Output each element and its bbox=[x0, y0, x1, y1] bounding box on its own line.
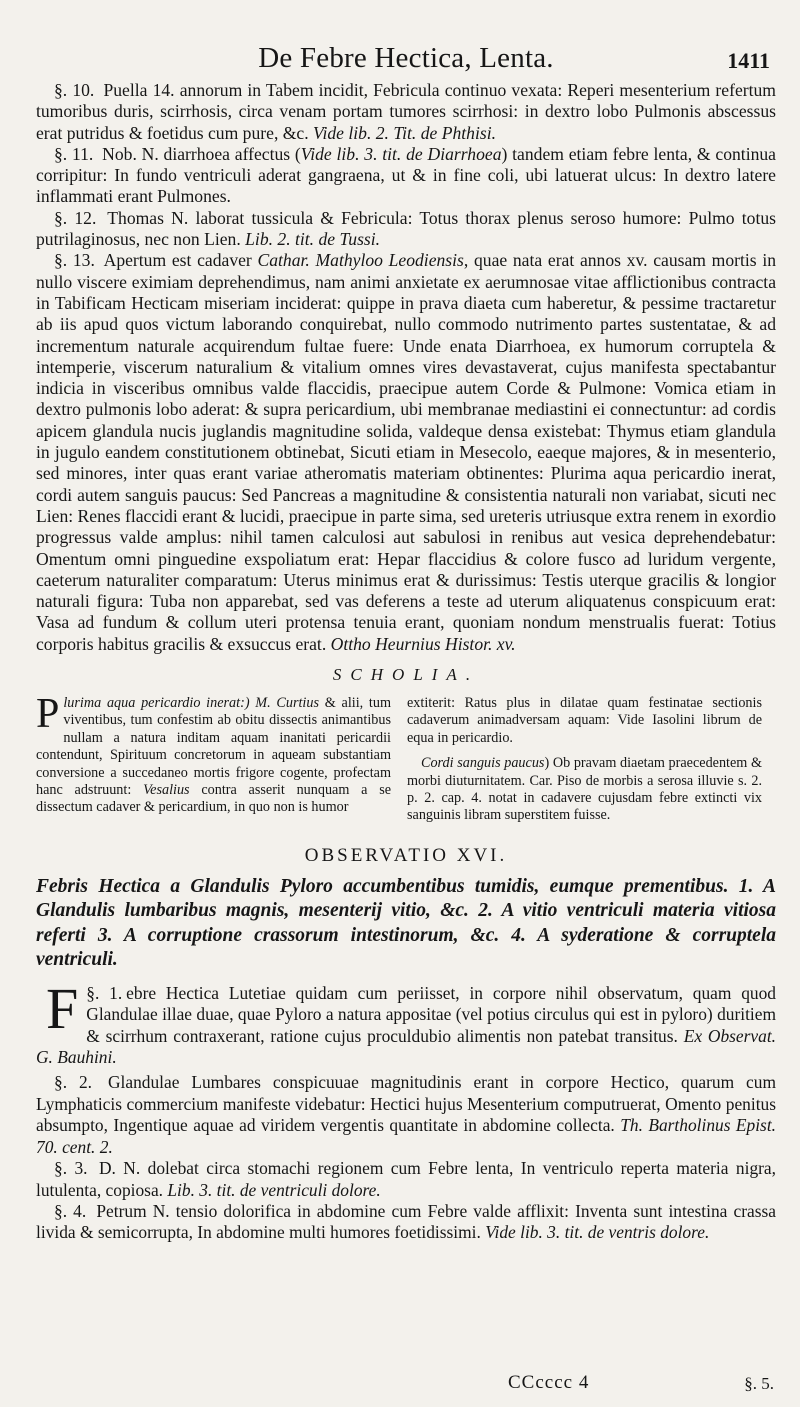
section-number: §. 3. bbox=[54, 1158, 88, 1179]
scholia-column-right bbox=[407, 695, 762, 825]
paragraph-text: D. N. dolebat circa stomachi regionem cum Febre lenta, In ventriculo reperta materia nigra, lutulenta, copiosa. bbox=[36, 1158, 776, 1200]
section-number: §. 1. bbox=[86, 982, 123, 1003]
observation-heading: Febris Hectica a Glandulis Pyloro accumbentibus tumidis, eumque prementibus. 1. A Glandulis lumbaribus magnis, mesenterij vitio, &c. 2. A vitio ventriculi materia vitiosa referti 3. A corruptione crassorum intestinorum, &c. 4. A syderatione & corruptela ventriculi. bbox=[36, 875, 776, 971]
paragraph-text: Puella 14. annorum in Tabem incidit, Febricula continuo vexata: Reperi mesenterium refertum tumoribus duris, scirrhosis, circa venam portam tumores scirrhosi: in dextro lobo Pulmonis abscessus erat putridus & foetidus cum pure, &c. bbox=[36, 80, 776, 143]
cross-reference: Lib. 2. tit. de Tussi. bbox=[245, 229, 381, 250]
section-number: §. 13. bbox=[54, 250, 95, 271]
catchword: §. 5. bbox=[744, 1374, 774, 1393]
observation-title: OBSERVATIO XVI. bbox=[304, 844, 508, 866]
cross-reference: Vide lib. 3. tit. de ventris dolore. bbox=[485, 1222, 710, 1243]
section-number: §. 10. bbox=[54, 80, 95, 100]
paragraph-11 bbox=[36, 144, 776, 208]
drop-cap: F bbox=[46, 975, 79, 1041]
paragraph-10 bbox=[36, 80, 776, 144]
observation-paragraph-1 bbox=[36, 975, 776, 1069]
scholia-text: extiterit: Ratus plus in dilatae quam festinatae sectionis cadaverum animadversam aquam: Vide Iasolini librum de equa in pericardio. bbox=[407, 695, 762, 746]
section-number: §. 2. bbox=[54, 1072, 93, 1093]
cross-reference: Lib. 3. tit. de ventriculi dolore. bbox=[167, 1179, 381, 1200]
source-citation: Ottho Heurnius Histor. xv. bbox=[330, 633, 516, 654]
scholia-text: & alii, tum viventibus, tum confestim ab obitu dissectis animantibus nullam a natura inditam aquam inanitati pericardii contendunt, Spirituum concretorum in aqueam substantiam conversione a succedaneo mortis frigore cogente, profectam hanc adstruunt: bbox=[36, 695, 392, 799]
section-number: §. 4. bbox=[54, 1200, 87, 1221]
observation-paragraph-4 bbox=[36, 1201, 776, 1244]
paragraph-text: Petrum N. tensio dolorifica in abdomine cum Febre valde afflixit: Inventa sunt intestina crassa livida & semicorrupta, In abdomine multi humores foetidissimi. bbox=[36, 1200, 776, 1243]
observation-paragraph-3 bbox=[36, 1158, 776, 1201]
scholia-text-continued: contra asserit nunquam a se dissectum cadaver & pericardium, in quo non is humor bbox=[36, 782, 392, 816]
scholia-heading: SCHOLIA. bbox=[332, 665, 480, 685]
cross-reference: Cathar. Mathyloo Leodiensis bbox=[257, 250, 464, 271]
running-head bbox=[36, 42, 776, 80]
section-number: §. 11. bbox=[54, 143, 94, 164]
scholia-reference: Vesalius bbox=[143, 782, 190, 799]
page-number: 1411 bbox=[727, 48, 770, 73]
paragraph-text-continued: , quae nata erat annos xv. causam mortis in nullo viscere eximiam deprehendimus, nam animi anxietate ex aerumnosae vitae afflictionibus contracta in Tabificam Hecticam miseriam inciderat: quippe in prava diaeta cum haberetur, & pessime tractaretur ab iis apud quos victum laborando conquirebat, nullo commodo nutrimento partes sustentatae, & ad incrementum naturale acquirendum fultae fuere: Unde enata Diarrhoea, ex humorum corruptela & intemperie, viscerum naturalium & vitalium omnes vires devastaverat, cujus manifesta spectabantur indicia in visceribus omnibus valde flaccidis, praecipue autem Corde & Pulmone: Vomica etiam in dextro pulmonis lobo aderat: & supra pericardium, ubi membranae mediastini ei connectuntur: ad cordis apicem glandula nucis juglandis magnitudine solida, valdeque densa existebat: Thymus etiam glandula in jugulo eandem constitutionem obtinebat, Sicuti etiam in Mesecolo, eaeque majores, & in mesenterio, sed minores, inter quas erant variae atheromatis materiam obtinentes: Plurima aqua pericardio inerat, cordi autem sanguis paucus: Sed Pancreas a magnitudine & consistentia naturali non variabat, sicuti nec Lien: Renes flaccidi erant & lucidi, praecipue in parte sima, sed ureteris utriusque extra renem in exordio progressus valde amplus: nihil tamen calculosi aut sabulosi in renibus aut vesica deprehendebatur: Omentum omni pinguedine exspoliatum erat: Hepar flaccidius & colore fusco ad luridum vergente, caeterum naturaliter comparatum: Uterus minimus erat & durissimus: Testis uterque gracilis & longior naturali figura: Tuba non apparebat, sed vas deferens a teste ad uterum aliquatenus conspicuum erat: Vasa ad fundum & collum uteri protensa tenuia erant, quoniam nondum menstrualis fuerat: Totius corporis habitus gracilis & exsuccus erat. bbox=[36, 250, 777, 654]
paragraph-text: ebre Hectica Lutetiae quidam cum periisset, in corpore nihil observatum, quam quod Glandulae illae duae, quae Pyloro a natura appositae (vel potius circulus qui est in pyloro) duritiem & scirrhum contraxerant, ratione cujus proculdubio alimentis non patebat transitus. bbox=[86, 982, 776, 1046]
scholia-lemma-author: ) M. Curtius bbox=[244, 695, 319, 712]
scholia-column-left bbox=[36, 691, 392, 825]
source-citation: Ex Observat. G. Bauhini. bbox=[36, 1025, 776, 1068]
paragraph-text: Glandulae Lumbares conspicuuae magnitudinis erant in corpore Hectico, quarum cum Lymphaticis commercium manifeste videbatur: Hectici hujus Mesenterium computruerat, Omento penitus absumpto, Ingentique aquae ad viridem vergentis quantitate in abdomine collecta. bbox=[36, 1072, 776, 1136]
scholia-text-continued: ) Ob pravam diaetam praecedentem & morbi diuturnitatem. Car. Piso de morbis a serosa illuvie s. 2. p. 2. cap. 4. notat in cadavere cujusdam febre extincti vix sanguinis libram superstitem fuisse. bbox=[407, 755, 763, 824]
paragraph-text: Thomas N. laborat tussicula & Febricula: Totus thorax plenus seroso humore: Pulmo totus putrilaginosus, nec non Lien. bbox=[36, 207, 776, 250]
cross-reference: Vide lib. 2. Tit. de Phthisi. bbox=[313, 122, 496, 143]
drop-cap: P bbox=[36, 691, 60, 738]
paragraph-text: Nob. N. diarrhoea affectus ( bbox=[102, 143, 301, 164]
observation-paragraph-2 bbox=[36, 1072, 776, 1158]
scholia-lemma: lurima aqua pericardio inerat: bbox=[63, 695, 245, 712]
signature-mark: CCcccc 4 bbox=[508, 1372, 590, 1393]
paragraph-12 bbox=[36, 208, 776, 251]
paragraph-text-continued: ) tandem etiam febre lenta, & continua corripitur: In fundo ventriculi aderat gangraena, ut & in fine coli, ubi latuerat ulcus: In dextro latere inflammati erant Pulmones. bbox=[36, 143, 776, 207]
paragraph-text: Apertum est cadaver bbox=[103, 250, 252, 271]
section-number: §. 12. bbox=[54, 207, 97, 228]
source-citation: Th. Bartholinus Epist. 70. cent. 2. bbox=[36, 1115, 776, 1157]
scholia-notes bbox=[36, 691, 776, 825]
paragraph-13 bbox=[36, 250, 776, 655]
running-title: De Febre Hectica, Lenta. bbox=[258, 42, 554, 74]
scholia-lemma: Cordi sanguis paucus bbox=[421, 755, 545, 772]
cross-reference: Vide lib. 3. tit. de Diarrhoea bbox=[300, 143, 502, 164]
scholia-note-2 bbox=[407, 755, 762, 825]
observation-body bbox=[36, 975, 776, 1244]
page-footer bbox=[0, 1372, 800, 1402]
